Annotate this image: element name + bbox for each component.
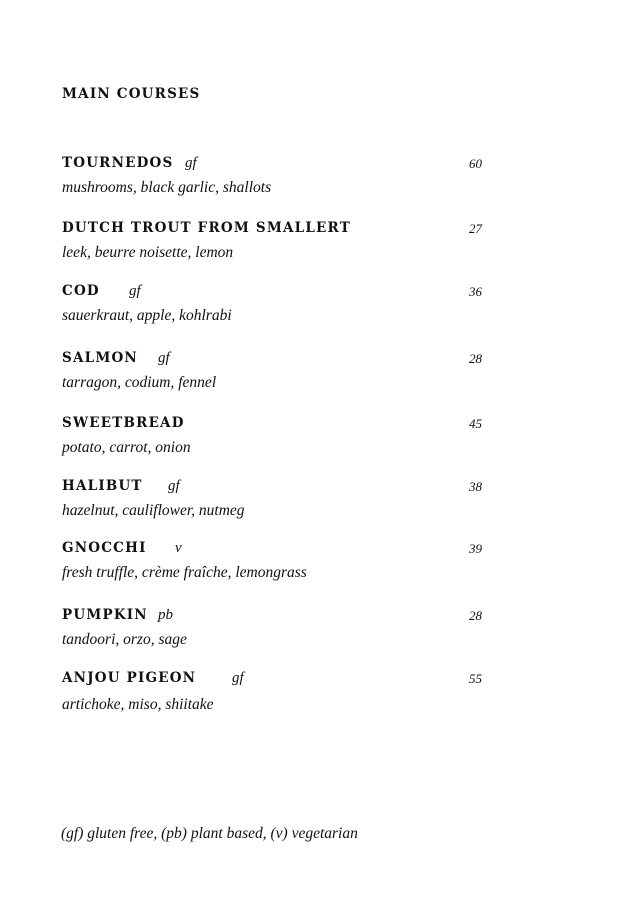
dish-name: COD [62, 283, 100, 299]
dish-name: ANJOU PIGEON [62, 670, 197, 686]
section-title: MAIN COURSES [62, 86, 201, 102]
dish-description: sauerkraut, apple, kohlrabi [62, 307, 232, 324]
dietary-tag: gf [129, 283, 141, 299]
dietary-tag: gf [158, 350, 170, 366]
dish-description: tarragon, codium, fennel [62, 374, 217, 391]
dish-name: SWEETBREAD [62, 415, 185, 431]
dish-name: SALMON [62, 350, 138, 366]
dish-name: TOURNEDOS [62, 155, 174, 171]
dish-description: potato, carrot, onion [62, 439, 191, 456]
dish-description: fresh truffle, crème fraîche, lemongrass [62, 564, 307, 581]
dish-price: 55 [469, 671, 482, 686]
dish-description: leek, beurre noisette, lemon [62, 244, 234, 261]
dish-price: 36 [469, 284, 482, 299]
dish-description: tandoori, orzo, sage [62, 631, 187, 648]
dietary-tag: pb [158, 607, 173, 623]
dish-name: GNOCCHI [62, 540, 147, 556]
dietary-tag: v [175, 540, 182, 556]
dish-description: hazelnut, cauliflower, nutmeg [62, 502, 245, 519]
dietary-tag: gf [168, 478, 180, 494]
dish-price: 45 [469, 416, 482, 431]
dish-description: artichoke, miso, shiitake [62, 696, 214, 713]
dietary-tag: gf [185, 155, 197, 171]
dish-description: mushrooms, black garlic, shallots [62, 179, 272, 196]
dish-price: 28 [469, 351, 482, 366]
dish-name: HALIBUT [62, 478, 143, 494]
dish-price: 28 [469, 608, 482, 623]
dish-price: 27 [469, 221, 482, 236]
dish-price: 60 [469, 156, 482, 171]
dish-name: DUTCH TROUT FROM SMALLERT [62, 220, 351, 236]
dish-price: 39 [469, 541, 482, 556]
dish-price: 38 [469, 479, 482, 494]
dietary-tag: gf [232, 670, 244, 686]
dish-name: PUMPKIN [62, 607, 148, 623]
dietary-legend: (gf) gluten free, (pb) plant based, (v) vegetarian [61, 825, 358, 842]
